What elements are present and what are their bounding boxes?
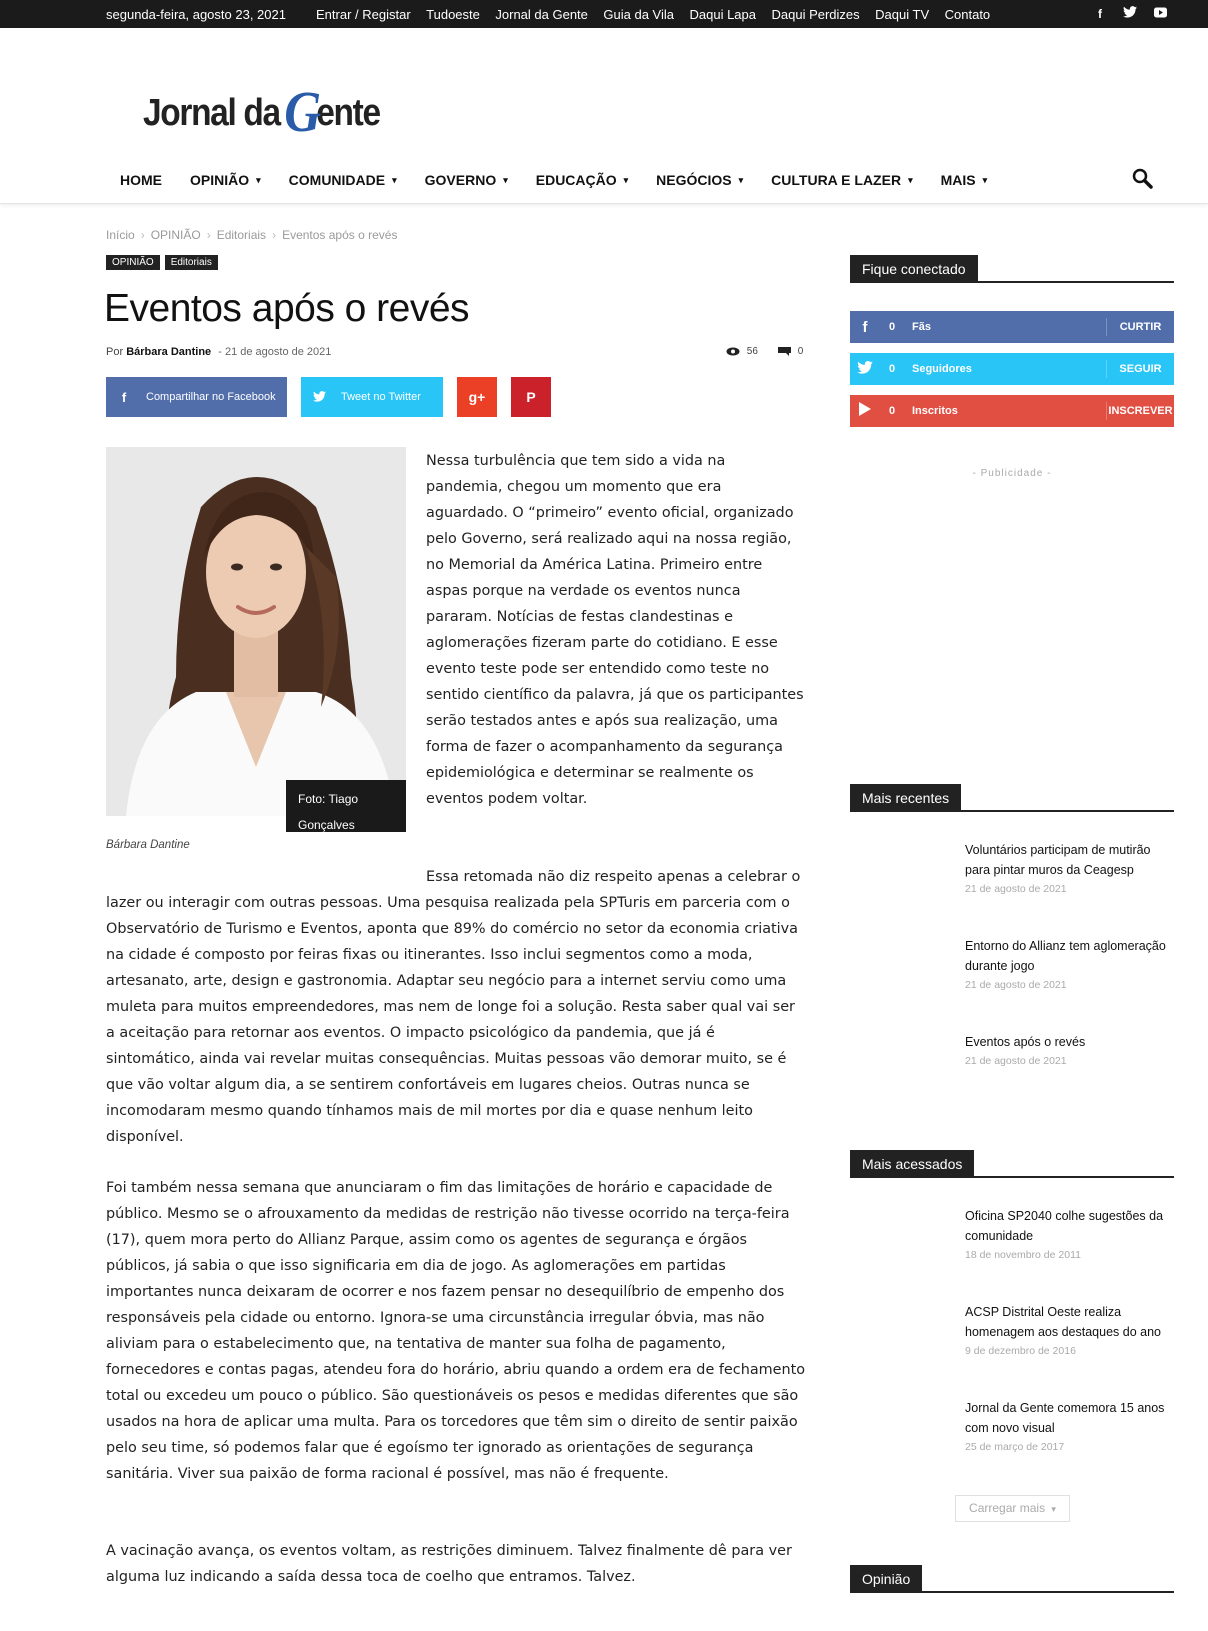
nav-item-label: NEGÓCIOS — [656, 172, 732, 188]
facebook-icon: f — [862, 318, 868, 336]
article-paragraph-3: Foi também nessa semana que anunciaram o fim das limitações de horário e capacidade de público. Mesmo se o afrouxamento da medidas de restrição não tivesse ocorrido na terça-feira (17), quem mora perto do Allianz Parque, assim como os agentes de segurança e órgãos públicos, já sabia o que isso significaria em dia de jogo. As aglomerações em partidas importantes nunca deixaram de ocorrer e nos fazem pensar no desequilíbrio de empenho dos responsáveis pela cidade ou entorno. Ignora-se uma circunstância irregular óbvia, mas não aliviam para o estabelecimento que, na tentativa de manter sua folha de pagamento, fornecedores e contas pagas, atendeu fora do horário, abriu quando a ordem era de fechamento total ou excedeu um pouco o público. São questionáveis os pesos e medidas diferentes que são usados na hora de aplicar uma multa. Para os torcedores que têm sim o direito de sentir paixão pelo seu time, só podemos falar que é egoísmo ter ignorado as orientações de segurança sanitária. Viver sua paixão de forma racional é possível, mas não é frequente. — [106, 1180, 806, 1482]
youtube-label: Inscritos — [912, 405, 958, 417]
twitter-icon — [850, 361, 880, 378]
top-link-daqui-lapa[interactable]: Daqui Lapa — [689, 7, 756, 22]
recent-post-title[interactable]: Entorno do Allianz tem aglomeração durante jogo — [965, 939, 1166, 973]
category-tag-opiniao[interactable]: OPINIÃO — [106, 255, 160, 270]
article-paragraph-4: A vacinação avança, os eventos voltam, as restrições diminuem. Talvez finalmente dê para ver alguma luz indicando a saída dessa toca de coelho que entramos. Talvez. — [106, 1543, 792, 1585]
nav-item-negócios[interactable] — [656, 172, 743, 188]
nav-item-label: MAIS — [940, 172, 976, 188]
views-count-wrap — [726, 346, 758, 357]
portrait-image — [106, 447, 406, 816]
comments-count: 0 — [797, 346, 804, 357]
facebook-like-button[interactable]: CURTIR — [1106, 318, 1174, 336]
recent-post-date: 21 de agosto de 2021 — [965, 1055, 1067, 1067]
top-social-icons — [1092, 6, 1168, 21]
load-more-label: Carregar mais — [969, 1501, 1046, 1515]
nav-item-label: CULTURA E LAZER — [771, 172, 902, 188]
social-twitter-row[interactable] — [850, 353, 1174, 385]
nav-item-opinião[interactable] — [190, 172, 261, 188]
youtube-icon[interactable] — [1152, 7, 1168, 21]
nav-item-educação[interactable] — [536, 172, 628, 188]
facebook-icon: f — [121, 389, 127, 405]
recent-post-date: 21 de agosto de 2021 — [965, 883, 1067, 895]
social-youtube-row[interactable] — [850, 395, 1174, 427]
article-paragraph-2: Essa retomada não diz respeito apenas a celebrar o lazer ou interagir com outras pessoas. Uma pesquisa realizada pela SPTuris em parceria com o Observatório de Turismo e Eventos, aponta que 89% do comércio no setor da economia criativa na cidade é composto por feiras fixas ou itinerantes. Isso inclui segmentos como a moda, artesanato, arte, design e gastronomia. Adaptar seu negócio para a internet serviu como uma muleta para muitos empreendedores, mas nem de longe foi a solução. Resta saber qual vai ser a aceitação para retornar aos eventos. O impacto psicológico da pandemia, que já é sintomático, ainda vai revelar muitas consequências. Muitas pessoas vão demorar muito, se é que vão voltar algum dia, a se sentirem confortáveis em lugares cheios. Outras nunca se incomodaram mesmo quando tínhamos mais de mil mortes por dia e quase nenhum leito disponível. — [106, 869, 801, 1145]
recent-post-2[interactable] — [965, 936, 1175, 991]
current-date: segunda-feira, agosto 23, 2021 — [106, 7, 286, 22]
article-title: Eventos após o revés — [104, 287, 470, 330]
facebook-icon[interactable]: f — [1098, 6, 1102, 21]
top-bar — [0, 0, 1208, 28]
comments-count-wrap[interactable] — [778, 346, 803, 357]
top-link-jornal-da-gente[interactable]: Jornal da Gente — [495, 7, 588, 22]
twitter-follow-button[interactable]: SEGUIR — [1106, 360, 1174, 378]
popular-post-1[interactable] — [965, 1206, 1175, 1261]
sidebar-heading-connected — [850, 255, 1174, 283]
nav-item-governo[interactable] — [425, 172, 508, 188]
nav-item-label: HOME — [120, 172, 162, 188]
nav-item-label: GOVERNO — [424, 172, 497, 188]
top-link-guia-da-vila[interactable]: Guia da Vila — [603, 7, 674, 22]
chevron-down-icon: ▾ — [1051, 1504, 1056, 1514]
popular-title: Mais acessados — [850, 1150, 974, 1178]
breadcrumb-separator-icon: › — [140, 228, 145, 242]
recent-post-title[interactable]: Eventos após o revés — [965, 1035, 1086, 1049]
social-facebook-row[interactable] — [850, 311, 1174, 343]
top-links — [316, 7, 1006, 22]
nav-item-label: EDUCAÇÃO — [535, 172, 617, 188]
chevron-down-icon: ▾ — [392, 174, 397, 185]
youtube-subscribe-button[interactable]: INSCREVER — [1106, 402, 1174, 420]
breadcrumb-separator-icon: › — [206, 228, 211, 242]
advertising-label: - Publicidade - — [972, 468, 1052, 479]
popular-post-date: 25 de março de 2017 — [965, 1441, 1065, 1453]
author-name[interactable]: Bárbara Dantine — [126, 346, 212, 358]
nav-item-label: COMUNIDADE — [288, 172, 386, 188]
popular-post-2[interactable] — [965, 1302, 1175, 1357]
logo-text-part2: ente — [316, 92, 380, 134]
share-facebook-button[interactable] — [106, 377, 287, 417]
views-count: 56 — [746, 346, 758, 357]
author-prefix: Por — [106, 346, 124, 358]
facebook-count: 0 — [888, 321, 896, 333]
sidebar-heading-popular — [850, 1150, 1174, 1178]
nav-item-home[interactable] — [120, 172, 162, 188]
comment-icon — [778, 347, 791, 356]
breadcrumb-editoriais[interactable]: Editoriais — [216, 228, 267, 242]
chevron-down-icon: ▾ — [738, 174, 744, 185]
chevron-down-icon: ▾ — [256, 174, 261, 185]
googleplus-icon: g+ — [468, 389, 486, 405]
photo-caption: Bárbara Dantine — [106, 839, 190, 851]
article-date: - 21 de agosto de 2021 — [218, 346, 332, 358]
opinion-title: Opinião — [850, 1565, 922, 1593]
share-twitter-label: Tweet no Twitter — [341, 391, 421, 403]
pinterest-icon: P — [526, 389, 536, 405]
recent-title: Mais recentes — [850, 784, 961, 812]
category-tag-editoriais[interactable]: Editoriais — [165, 255, 218, 270]
sidebar-heading-opinion — [850, 1565, 1174, 1593]
top-link-daqui-tv[interactable]: Daqui TV — [875, 7, 930, 22]
chevron-down-icon: ▾ — [503, 174, 508, 185]
recent-post-1[interactable] — [965, 840, 1175, 895]
popular-post-date: 18 de novembro de 2011 — [965, 1249, 1081, 1261]
site-logo[interactable] — [143, 72, 380, 144]
share-googleplus-button[interactable] — [457, 377, 497, 417]
article-meta — [106, 346, 331, 358]
category-tags — [106, 255, 218, 270]
top-link-tudoeste[interactable]: Tudoeste — [426, 7, 480, 22]
breadcrumb-current[interactable]: Eventos após o revés — [282, 228, 398, 242]
top-link-daqui-perdizes[interactable]: Daqui Perdizes — [771, 7, 860, 22]
chevron-down-icon: ▾ — [982, 174, 988, 185]
twitter-icon[interactable] — [1122, 6, 1138, 21]
share-twitter-button[interactable] — [301, 377, 443, 417]
popular-post-date: 9 de dezembro de 2016 — [965, 1345, 1076, 1357]
article-stats — [726, 346, 803, 357]
main-navigation — [0, 160, 1208, 204]
top-link-contato[interactable]: Contato — [944, 7, 991, 22]
twitter-icon — [301, 390, 337, 405]
connected-title: Fique conectado — [850, 255, 978, 283]
facebook-label: Fãs — [912, 321, 931, 333]
popular-post-title[interactable]: Oficina SP2040 colhe sugestões da comunidade — [965, 1209, 1164, 1243]
load-more-button[interactable] — [955, 1495, 1070, 1522]
popular-post-title[interactable]: ACSP Distrital Oeste realiza homenagem aos destaques do ano — [965, 1305, 1161, 1339]
article-paragraph-1: Nessa turbulência que tem sido a vida na pandemia, chegou um momento que era aguardado. O “primeiro” evento oficial, organizado pelo Governo, será realizado aqui na nossa região, no Memorial da América Latina. Primeiro entre aspas porque na verdade os eventos nunca pararam. Notícias de festas clandestinas e aglomerações fizeram parte do cotidiano. E esse evento teste pode ser entendido como teste no sentido científico da palavra, já que os participantes serão testados antes e após sua realização, uma forma de fazer o acompanhamento da segurança epidemiológica e determinar se realmente os eventos podem voltar. — [426, 453, 804, 807]
sidebar-heading-recent — [850, 784, 1174, 812]
eye-icon — [726, 347, 740, 356]
share-facebook-label: Compartilhar no Facebook — [146, 391, 276, 403]
breadcrumb — [106, 228, 397, 242]
nav-item-comunidade[interactable] — [289, 172, 397, 188]
photo-credit: Foto: Tiago Gonçalves — [286, 780, 406, 832]
popular-post-3[interactable] — [965, 1398, 1175, 1453]
popular-post-title[interactable]: Jornal da Gente comemora 15 anos com novo visual — [965, 1401, 1165, 1435]
breadcrumb-home[interactable]: Início — [106, 228, 135, 242]
twitter-count: 0 — [888, 363, 896, 375]
share-pinterest-button[interactable] — [511, 377, 551, 417]
twitter-label: Seguidores — [912, 363, 972, 375]
logo-g-letter: G — [284, 79, 320, 144]
breadcrumb-opiniao[interactable]: OPINIÃO — [150, 228, 201, 242]
breadcrumb-separator-icon: › — [272, 228, 277, 242]
logo-text-part1: Jornal da — [143, 92, 288, 134]
nav-item-mais[interactable] — [941, 172, 988, 188]
recent-post-date: 21 de agosto de 2021 — [965, 979, 1067, 991]
chevron-down-icon: ▾ — [908, 174, 913, 185]
login-register-link[interactable]: Entrar / Registar — [316, 7, 411, 22]
nav-item-label: OPINIÃO — [190, 172, 250, 188]
search-icon[interactable] — [1132, 168, 1154, 190]
nav-item-cultura-e-lazer[interactable] — [771, 172, 912, 188]
recent-post-title[interactable]: Voluntários participam de mutirão para pintar muros da Ceagesp — [965, 843, 1151, 877]
recent-post-3[interactable] — [965, 1032, 1175, 1067]
article-photo — [106, 447, 406, 832]
youtube-play-icon — [850, 402, 880, 420]
chevron-down-icon: ▾ — [623, 174, 629, 185]
youtube-count: 0 — [888, 405, 896, 417]
